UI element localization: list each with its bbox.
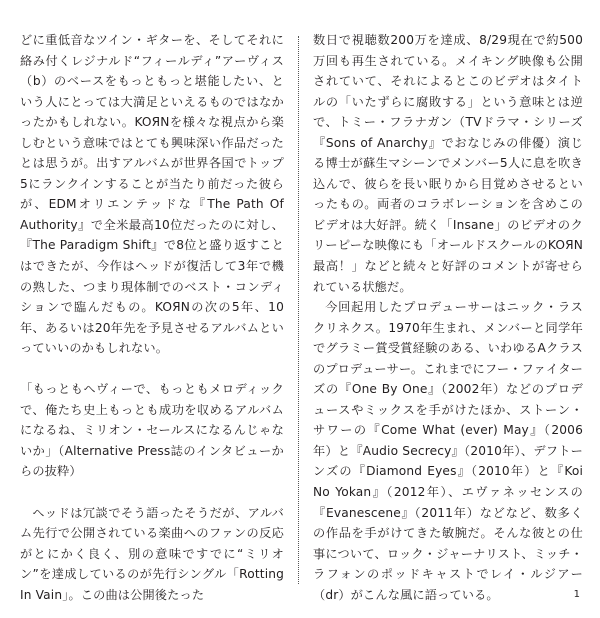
body-paragraph: 数日で視聴数200万を達成、8/29現在で約500万回も再生されている。メイキング映像も公開されていて、それによるとこのビデオはタイトルの「いたずらに腐敗する」という意味とは逆で、トミー・フラナガン（TVドラマ・シリーズ『Sons of Anarchy』でおなじみの俳優）演じる博士が蘇生マシーンでメンバー5人に息を吹き込んで、彼らを長い眠りから目覚めさせるといったもの。両者のコラボレーションを含めこのビデオは大好評。続く「Insane」のビデオのクリーピーな映像にも「オールドスクールのKOЯN最高！」などと続々と好評のコメントが寄せられている状態だ。 (313, 33, 583, 294)
page-number: 1 (573, 589, 580, 600)
left-column (20, 30, 284, 605)
right-column (313, 30, 583, 605)
interview-quote: 「もっともヘヴィーで、もっともメロディックで、俺たち史上もっとも成功を収めるアルバムになるね、ミリオン・セールスになるんじゃないか」（Alternative Press誌のインタビューからの抜粋） (20, 382, 284, 479)
column-divider (298, 36, 299, 584)
body-paragraph: 今回起用したプロデューサーはニック・ラスクリネクス。1970年生まれ、メンバーと同学年でグラミー賞受賞経験のある、いわゆるAクラスのプロデューサー。これまでにフー・ファイターズの『One By One』（2002年）などのプロデュースやミックスを手がけたほか、ストーン・サワーの『Come What (ever) May』（2006年）と『Audio Secrecy』（2010年）、デフトーンズの『Diamond Eyes』（2010年）と『Koi No Yokan』（2012年）、エヴァネッセンスの『Evanescene』（2011年）などなど、数多くの作品を手がけてきた敏腕だ。そんな彼との仕事について、ロック・ジャーナリスト、ミッチ・ラフォンのポッドキャストでレイ・ルジアー（dr）がこんな風に語っている。 (313, 300, 583, 602)
body-paragraph: どに重低音なツイン・ギターを、そしてそれに絡み付くレジナルド“フィールディ”アーヴィス（b）のベースをもっともっと堪能したい、という人にとっては大満足といえるものではなかったかもしれない。KOЯNを様々な視点から楽しむという意味ではとても興味深い作品だったとは思うが。出すアルバムが世界各国でトップ5にランクインすることが当たり前だった彼らが、EDMオリエンテッドな『The Path Of Authority』で全米最高10位だったのに対し、『The Paradigm Shift』で8位と盛り返すことはできたが、今作はヘッドが復活して3年で機の熟した、つまり現体制でのベスト・コンディションで臨んだもの。KOЯNの次の5年、10年、あるいは20年先を予見させるアルバムといっていいのかもしれない。 (20, 33, 284, 356)
body-paragraph: ヘッドは冗談でそう語ったそうだが、アルバム先行で公開されている楽曲へのファンの反応がとにかく良く、別の意味ですでに“ミリオン”を達成しているのが先行シングル「Rotting In Vain」。この曲は公開後たった (20, 505, 284, 602)
